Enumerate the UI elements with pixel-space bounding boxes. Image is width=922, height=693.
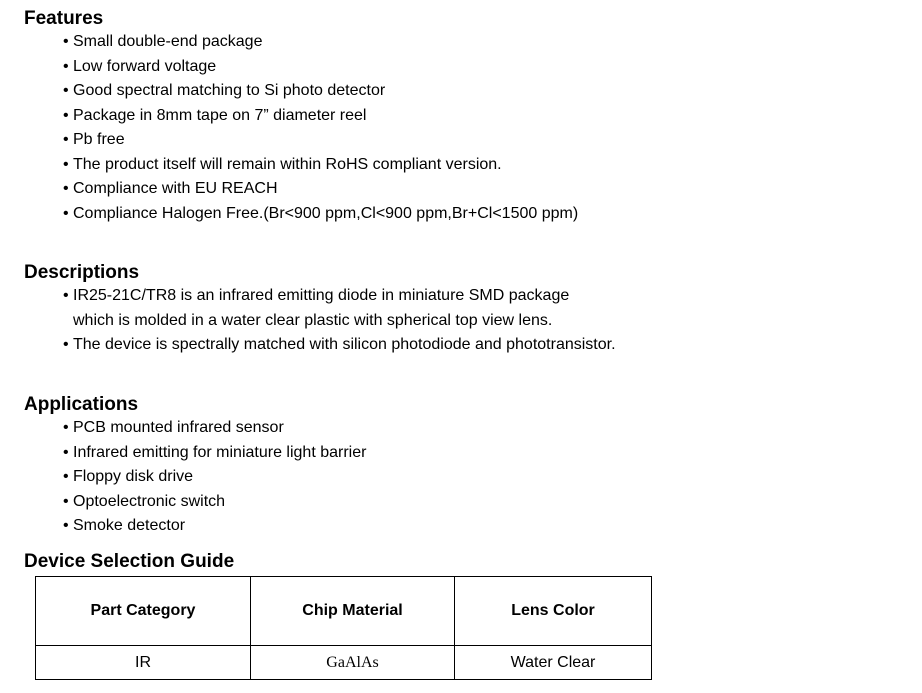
list-item [63,55,578,80]
features-heading: Features [24,8,104,29]
list-item-text: Small double-end package [73,33,263,50]
bullet-icon: • [63,180,69,197]
list-item-text: PCB mounted infrared sensor [73,419,284,436]
applications-list [24,416,366,539]
list-item-text: Smoke detector [73,517,186,534]
list-item-text: Infrared emitting for miniature light barrier [73,443,367,461]
bullet-icon: • [63,287,69,304]
table-row [36,646,652,680]
list-item-text: Low forward voltage [73,57,217,75]
list-item-text: Good spectral matching to Si photo detector [73,82,386,99]
list-item [63,177,578,202]
cell-chip-material: GaAlAs [251,646,455,680]
bullet-icon: • [63,155,69,173]
cell-lens-color: Water Clear [455,646,652,680]
bullet-icon: • [63,33,69,50]
list-item-continuation: which is molded in a water clear plastic with spherical top view lens. [73,311,553,329]
table-header-row [36,577,652,646]
cell-part-category: IR [36,646,251,680]
list-item [63,416,366,441]
list-item [63,284,616,333]
list-item-text: IR25-21C/TR8 is an infrared emitting diode in miniature SMD package [73,287,570,304]
bullet-icon: • [63,443,69,461]
header-lens-color: Lens Color [455,577,652,646]
list-item-text: Optoelectronic switch [73,492,226,510]
bullet-icon: • [63,492,69,510]
bullet-icon: • [63,517,69,534]
header-part-category: Part Category [36,577,251,646]
features-list [24,30,578,226]
applications-section [24,394,366,539]
list-item [63,104,578,129]
descriptions-heading: Descriptions [24,262,140,283]
bullet-icon: • [63,336,69,353]
list-item [63,128,578,153]
applications-heading: Applications [24,394,139,415]
list-item [63,79,578,104]
list-item [63,30,578,55]
list-item [63,514,366,539]
descriptions-list [24,284,616,358]
list-item [63,490,366,515]
device-selection-table [35,576,652,680]
list-item [63,465,366,490]
list-item-text: The product itself will remain within RoHS compliant version. [73,155,502,173]
bullet-icon: • [63,419,69,436]
list-item-text: Floppy disk drive [73,468,194,485]
header-chip-material: Chip Material [251,577,455,646]
list-item-text: The device is spectrally matched with silicon photodiode and phototransistor. [73,336,616,353]
bullet-icon: • [63,131,69,148]
device-selection-guide-section [24,551,234,573]
list-item-text: Package in 8mm tape on 7” diameter reel [73,106,367,124]
list-item-text: Pb free [73,131,125,148]
bullet-icon: • [63,468,69,485]
list-item-text: Compliance Halogen Free.(Br<900 ppm,Cl<900 ppm,Br+Cl<1500 ppm) [73,204,579,222]
descriptions-section [24,262,616,358]
bullet-icon: • [63,82,69,99]
features-section [24,8,578,226]
list-item [63,441,366,466]
bullet-icon: • [63,204,69,222]
list-item-text: Compliance with EU REACH [73,180,278,197]
bullet-icon: • [63,57,69,75]
device-selection-guide-heading: Device Selection Guide [24,551,235,572]
list-item [63,153,578,178]
bullet-icon: • [63,106,69,124]
list-item [63,202,578,227]
list-item [63,333,616,358]
